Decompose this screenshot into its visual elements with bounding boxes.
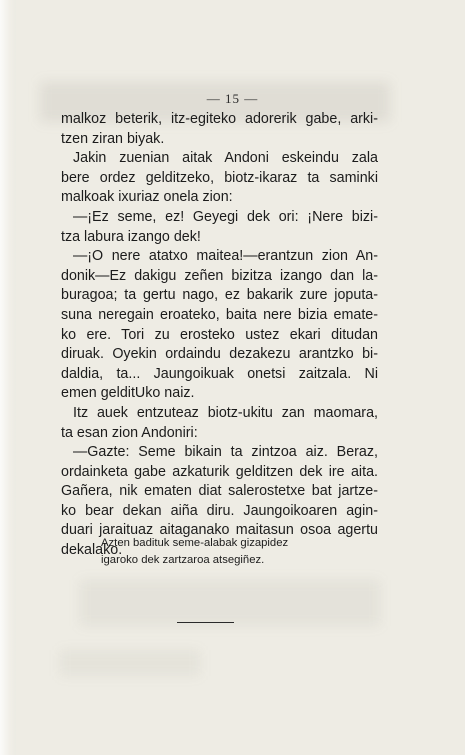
- text-line: ordainketa gabe azkaturik gelditzen dek ire aita.: [61, 463, 378, 480]
- text-line: ko ere. Tori zu erosteko ustez ekari ditudan: [61, 326, 378, 343]
- text-line: ta esan zion Andoniri:: [61, 424, 198, 441]
- text-line: duari jaraituaz aitaganako maitasun osoa agertu: [61, 522, 378, 539]
- page-gutter: [0, 0, 16, 755]
- text-line: ko bear dekan aiña diru. Jaungoikoaren agin-: [61, 502, 378, 519]
- text-line: Gañera, nik ematen diat salerostetxe bat jartze-: [61, 483, 378, 500]
- page-number: — 15 —: [206, 91, 259, 106]
- text-line: bere ordez gelditzeko, biotz-ikaraz ta saminki: [61, 169, 378, 186]
- text-line: —Gazte: Seme bikain ta zintzoa aiz. Beraz,: [73, 444, 378, 461]
- text-line: buragoa; ta gertu nago, ez bakarik zure joputa-: [61, 287, 378, 304]
- text-line: Itz auek entzuteaz biotz-ukitu zan maomara,: [73, 404, 378, 421]
- text-line: Jakin zuenian aitak Andoni eskeindu zala: [73, 150, 378, 167]
- text-line: diruak. Oyekin ordaindu dezakezu arantzko bi-: [61, 346, 378, 363]
- text-line: dekalako.: [61, 542, 123, 559]
- text-line: malkoz beterik, itz-egiteko adorerik gabe, arki-: [61, 111, 378, 127]
- bleed-through-shadow: [80, 580, 380, 626]
- text-line: donik—Ez dakigu zeñen bizitza izango dan la-: [61, 267, 378, 284]
- text-line: tzen ziran biyak.: [61, 130, 165, 147]
- verse-line: Azten badituk seme-alabak gizapidez: [101, 537, 289, 549]
- text-line: emen gelditUko naiz.: [61, 385, 195, 402]
- body-text: [61, 110, 378, 561]
- text-line: —¡Ez seme, ez! Geyegi dek ori: ¡Nere bizi-: [73, 208, 378, 225]
- text-line: daldia, ta... Jaungoikuak onetsi zaitzala. Ni: [61, 365, 378, 382]
- text-line: —¡O nere atatxo maitea!—erantzun zion An-: [73, 248, 378, 265]
- text-line: tza labura izango dek!: [61, 228, 201, 245]
- bleed-through-shadow: [60, 650, 200, 676]
- text-line: suna neregain eroateko, baita nere bizia emate-: [61, 306, 378, 323]
- verse-couplet: [101, 535, 351, 569]
- section-rule: [177, 622, 234, 623]
- verse-line: igaroko dek zartzaroa atsegiñez.: [101, 554, 265, 566]
- text-line: malkoak ixuriaz onela zion:: [61, 189, 233, 206]
